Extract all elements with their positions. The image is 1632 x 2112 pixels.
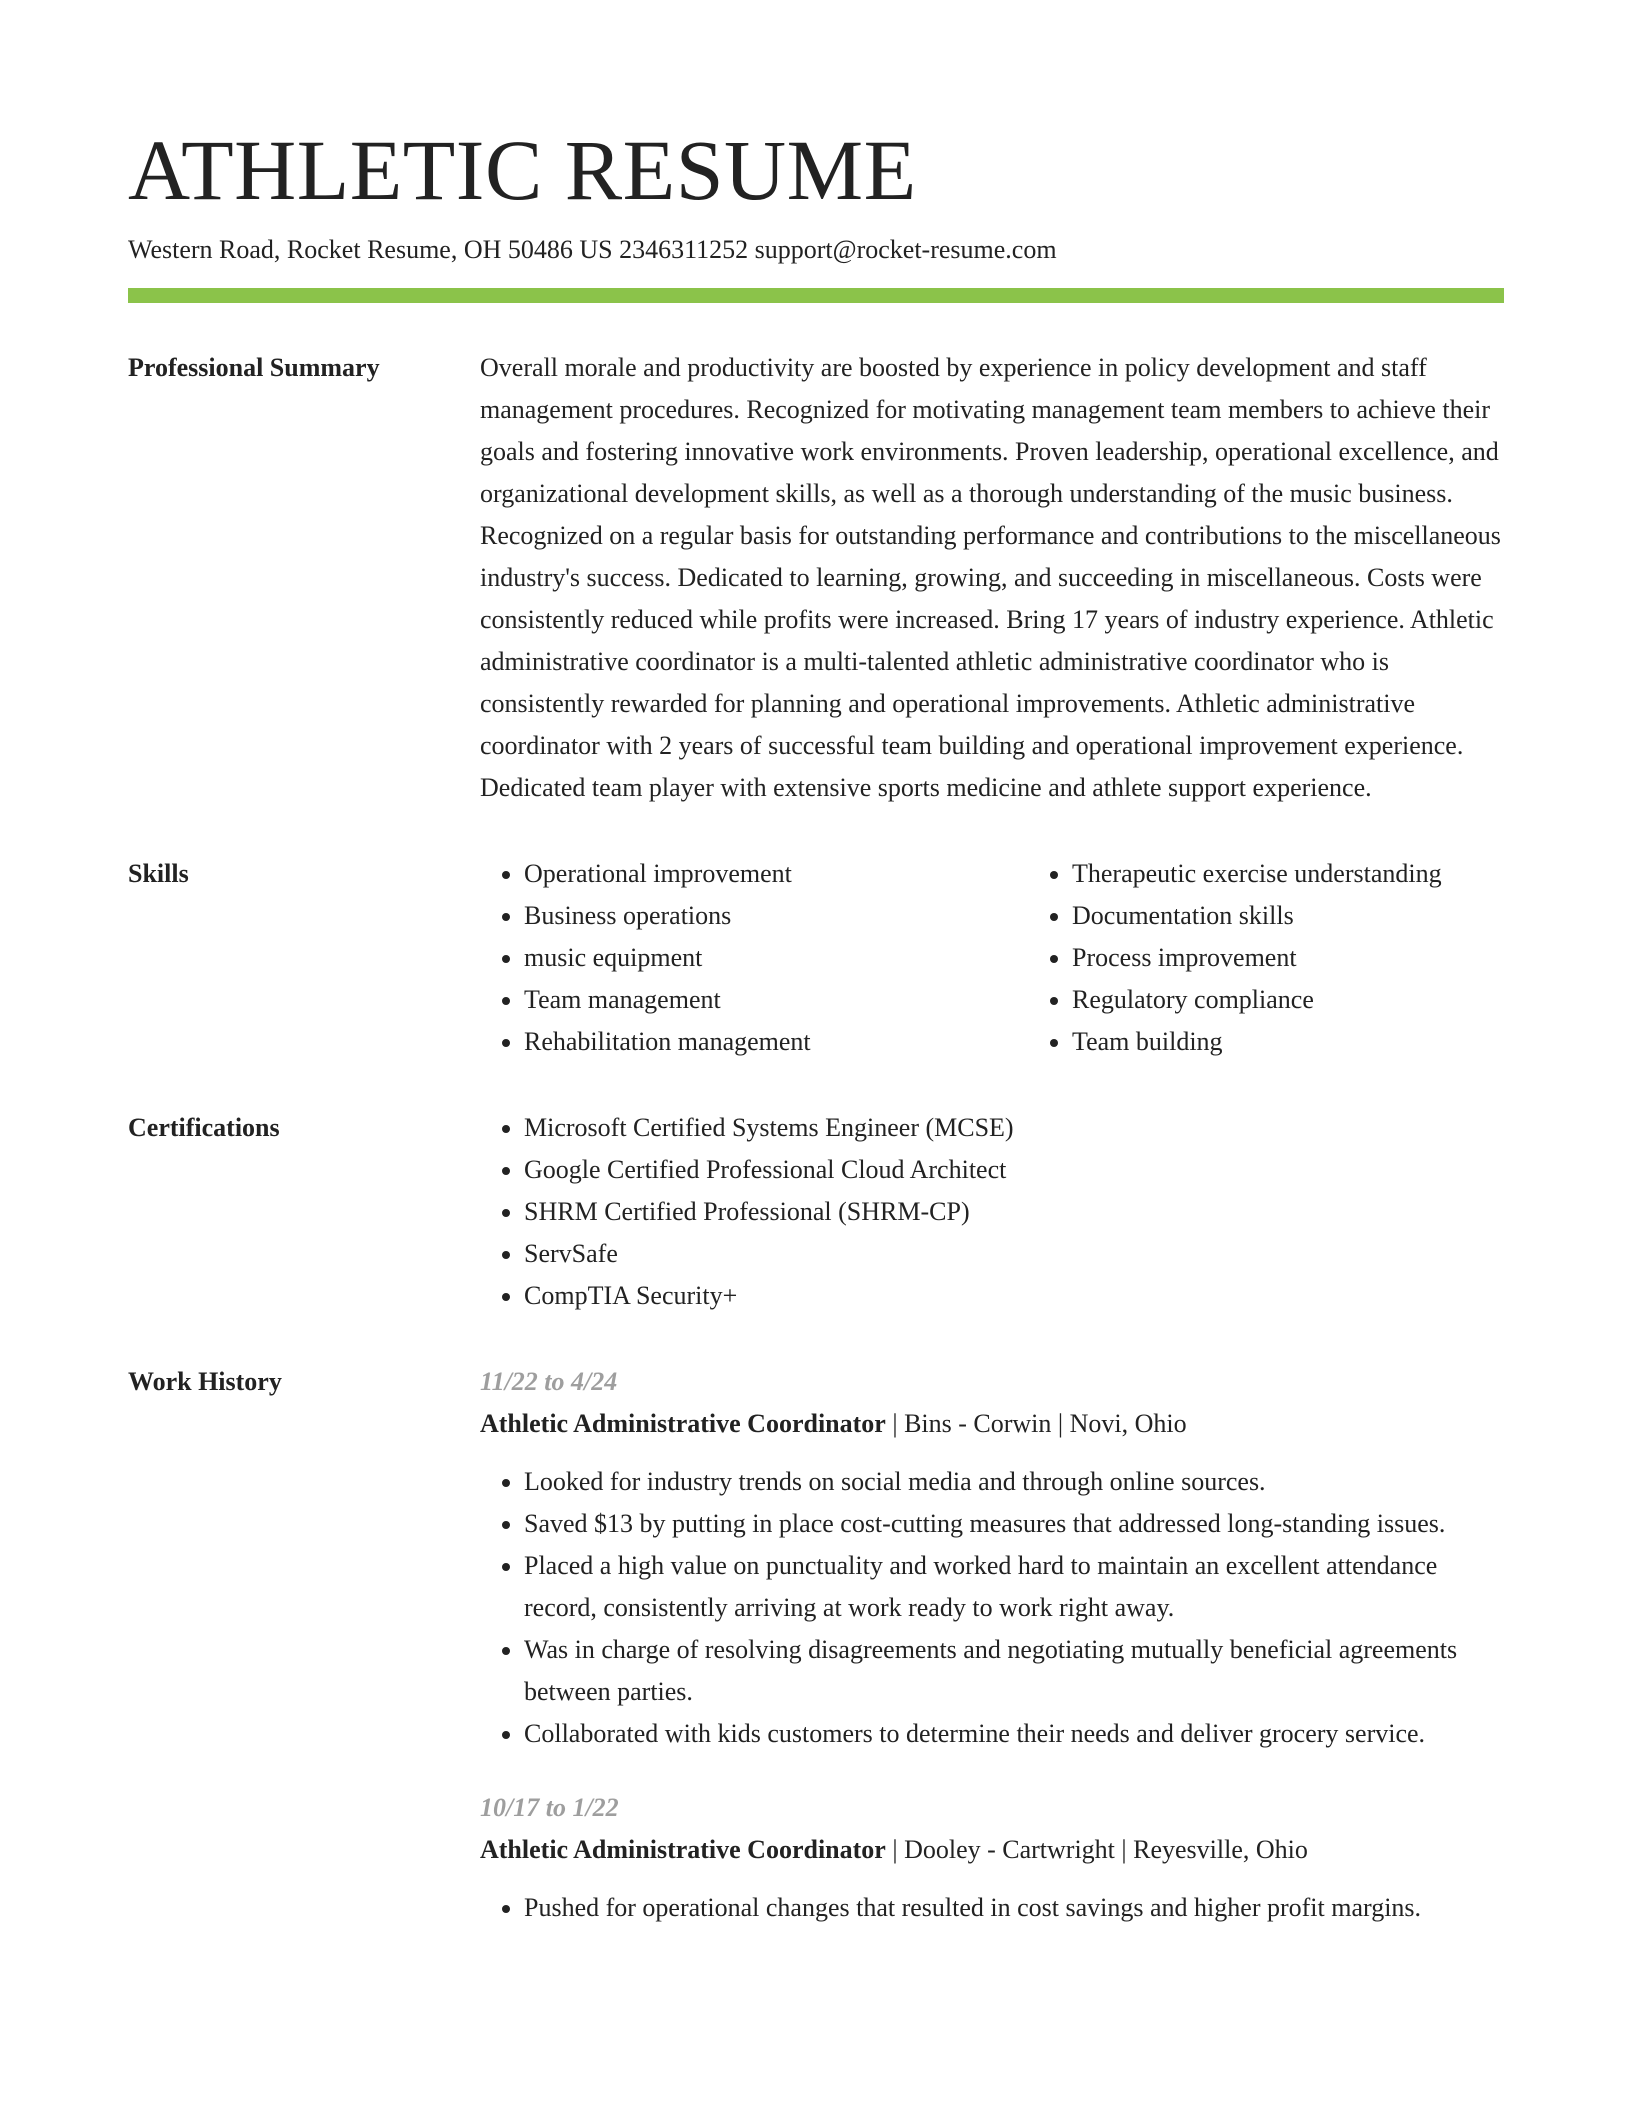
- job-heading: [480, 1829, 1504, 1871]
- section-certifications: [128, 1107, 1504, 1317]
- skill-item: • Regulatory compliance: [1072, 979, 1576, 1021]
- section-skills: [128, 853, 1504, 1063]
- certification-item: • ServSafe: [524, 1233, 1504, 1275]
- accent-divider: [128, 288, 1504, 303]
- job-bullet: • Looked for industry trends on social media and through online sources.: [524, 1461, 1504, 1503]
- job-bullets: [480, 1887, 1504, 1929]
- skill-item: • Team management: [524, 979, 1028, 1021]
- certification-item: • SHRM Certified Professional (SHRM-CP): [524, 1191, 1504, 1233]
- section-title: Skills: [128, 859, 189, 888]
- skill-item: • Operational improvement: [524, 853, 1028, 895]
- job-bullet: • Pushed for operational changes that resulted in cost savings and higher profit margins.: [524, 1887, 1504, 1929]
- summary-text: Overall morale and productivity are boosted by experience in policy development and staff management procedures. Recognized for motivating management team members to achieve their goals and fostering innovative work environments. Proven leadership, operational excellence, and organizational development skills, as well as a thorough understanding of the music business. Recognized on a regular basis for outstanding performance and contributions to the miscellaneous industry's success. Dedicated to learning, growing, and succeeding in miscellaneous. Costs were consistently reduced while profits were increased. Bring 17 years of industry experience. Athletic administrative coordinator is a multi-talented athletic administrative coordinator who is consistently rewarded for planning and operational improvements. Athletic administrative coordinator with 2 years of successful team building and operational improvement experience. Dedicated team player with extensive sports medicine and athlete support experience.: [480, 353, 1501, 802]
- job-bullet: • Placed a high value on punctuality and worked hard to maintain an excellent attendance record, consistently arriving at work ready to work right away.: [524, 1545, 1504, 1629]
- job-separator: |: [885, 1409, 905, 1438]
- certification-item: • CompTIA Security+: [524, 1275, 1504, 1317]
- job-separator: |: [1114, 1835, 1134, 1864]
- section-title: Certifications: [128, 1113, 280, 1142]
- section-summary: [128, 347, 1504, 809]
- section-title: Work History: [128, 1367, 282, 1396]
- section-body: [480, 1107, 1504, 1317]
- certification-item: • Google Certified Professional Cloud Architect: [524, 1149, 1504, 1191]
- job-separator: |: [1051, 1409, 1070, 1438]
- job-entry: [480, 1787, 1504, 1929]
- job-dates: 10/17 to 1/22: [480, 1793, 619, 1822]
- job-bullet: • Collaborated with kids customers to determine their needs and deliver grocery service.: [524, 1713, 1504, 1755]
- skill-item: • Rehabilitation management: [524, 1021, 1028, 1063]
- job-entry: [480, 1361, 1504, 1755]
- certification-item: • Microsoft Certified Systems Engineer (MCSE): [524, 1107, 1504, 1149]
- section-work-history: [128, 1361, 1504, 1961]
- skill-item: • Business operations: [524, 895, 1028, 937]
- skill-item: • Documentation skills: [1072, 895, 1576, 937]
- section-body: [480, 347, 1504, 809]
- skills-grid: [480, 853, 1576, 1063]
- job-company: Dooley - Cartwright: [904, 1835, 1115, 1864]
- skills-list-left: [480, 853, 1028, 1063]
- job-location: Novi, Ohio: [1069, 1409, 1187, 1438]
- job-bullets: [480, 1461, 1504, 1755]
- resume-page: [128, 120, 1504, 1961]
- job-bullet: • Saved $13 by putting in place cost-cutting measures that addressed long-standing issues.: [524, 1503, 1504, 1545]
- job-title: Athletic Administrative Coordinator: [480, 1409, 886, 1438]
- section-body: [480, 1361, 1504, 1961]
- section-title: Professional Summary: [128, 353, 380, 382]
- skill-item: • Therapeutic exercise understanding: [1072, 853, 1576, 895]
- job-separator: |: [885, 1835, 905, 1864]
- skill-item: • Process improvement: [1072, 937, 1576, 979]
- skills-list-right: [1028, 853, 1576, 1063]
- job-location: Reyesville, Ohio: [1133, 1835, 1308, 1864]
- job-title: Athletic Administrative Coordinator: [480, 1835, 886, 1864]
- certifications-list: [480, 1107, 1504, 1317]
- resume-name: ATHLETIC RESUME: [128, 122, 917, 218]
- skill-item: • Team building: [1072, 1021, 1576, 1063]
- job-heading: [480, 1403, 1504, 1445]
- skill-item: • music equipment: [524, 937, 1028, 979]
- job-company: Bins - Corwin: [904, 1409, 1052, 1438]
- job-bullet: • Was in charge of resolving disagreements and negotiating mutually beneficial agreements between parties.: [524, 1629, 1504, 1713]
- contact-line: Western Road, Rocket Resume, OH 50486 US 2346311252 support@rocket-resume.com: [128, 235, 1057, 264]
- job-dates: 11/22 to 4/24: [480, 1367, 618, 1396]
